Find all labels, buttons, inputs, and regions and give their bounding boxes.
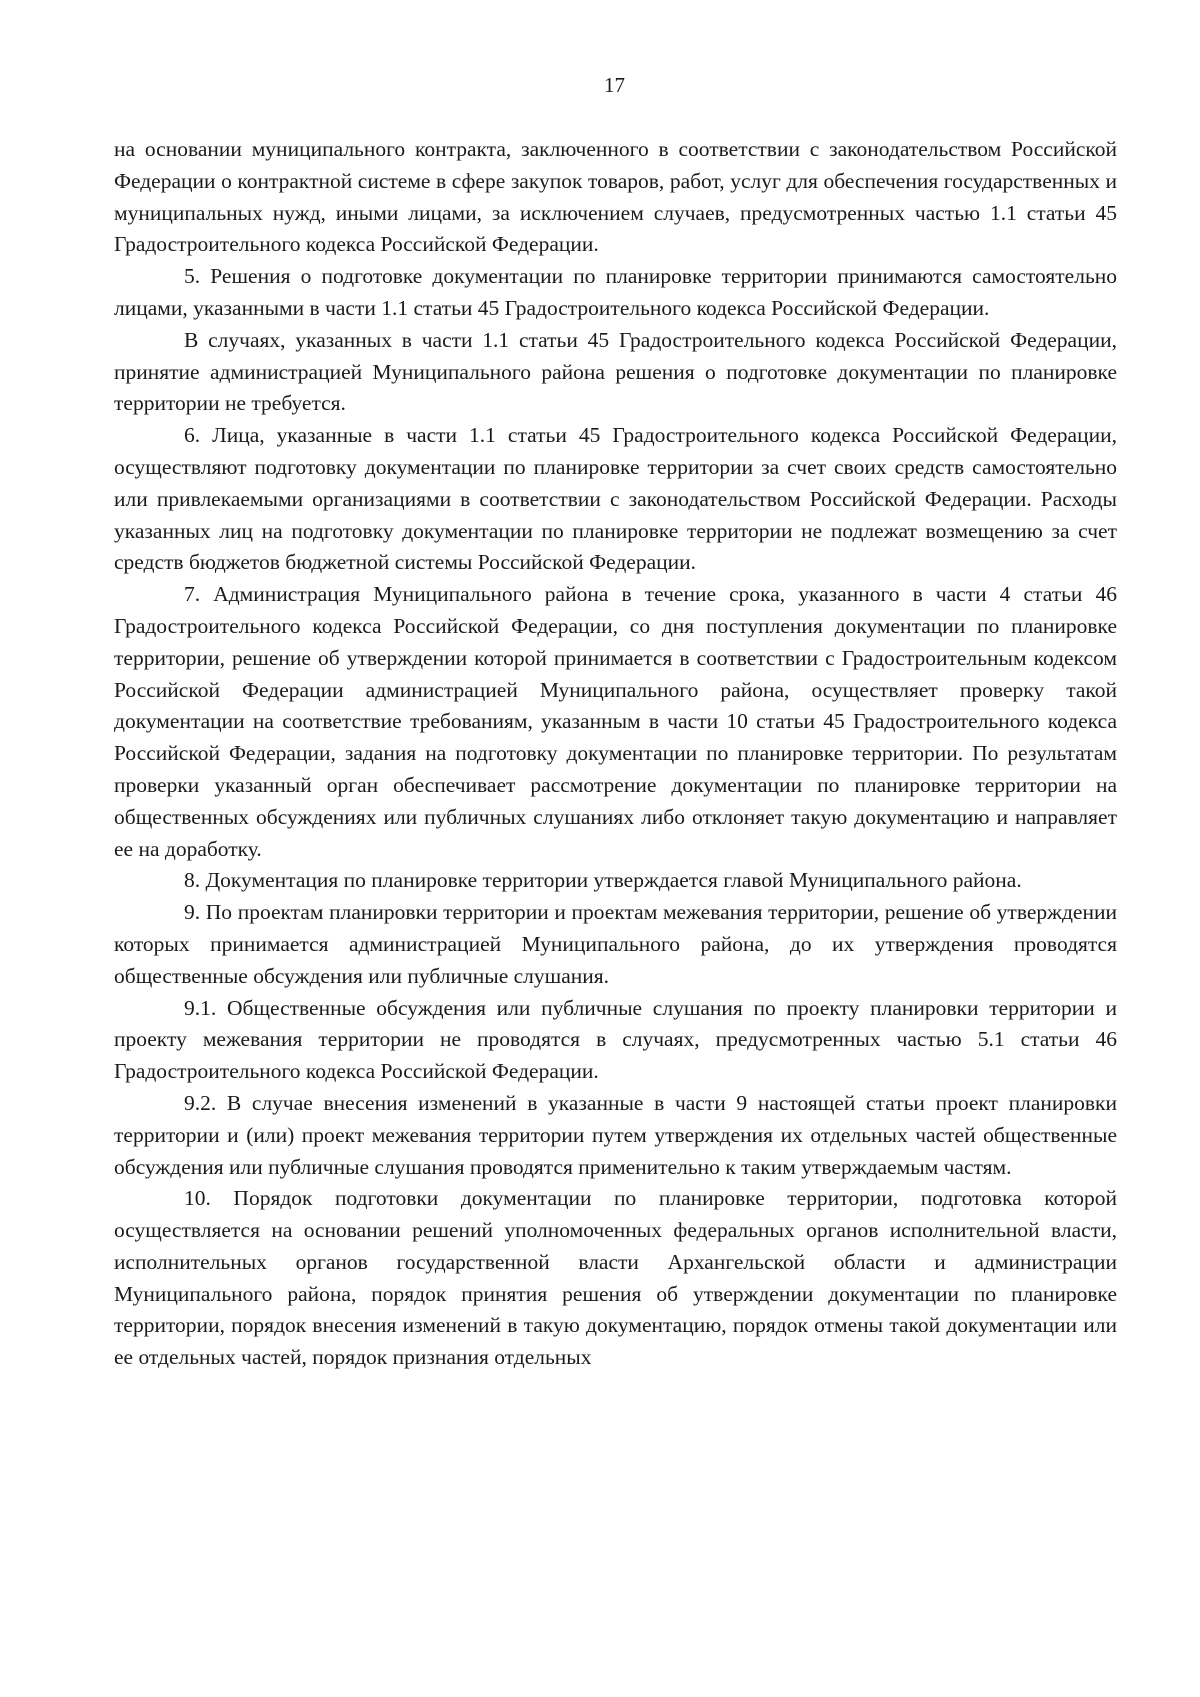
paragraph-item-9-2: 9.2. В случае внесения изменений в указанные в части 9 настоящей статьи проект планировки территории и (или) проект межевания территории путем утверждения их отдельных частей общественные обсуждения или публичные слушания проводятся применительно к таким утверждаемым частям. xyxy=(114,1090,1117,1179)
page-number: 17 xyxy=(604,73,625,97)
paragraph-item-5: 5. Решения о подготовке документации по планировке территории принимаются самостоятельно лицами, указанными в части 1.1 статьи 45 Градостроительного кодекса Российской Федерации. xyxy=(114,264,1117,320)
paragraph-item-10: 10. Порядок подготовки документации по планировке территории, подготовка которой осуществляется на основании решений уполномоченных федеральных органов исполнительной власти, исполнительных органов государственной власти Архангельской области и администрации Муниципального района, порядок принятия решения об утверждении документации по планировке территории, порядок внесения изменений в такую документацию, порядок отмены такой документации или ее отдельных частей, порядок признания отдельных xyxy=(114,1186,1117,1370)
document-body xyxy=(114,134,1117,1374)
paragraph-item-6: 6. Лица, указанные в части 1.1 статьи 45 Градостроительного кодекса Российской Федерации, осуществляют подготовку документации по планировке территории за счет своих средств самостоятельно или привлекаемыми организациями в соответствии с законодательством Российской Федерации. Расходы указанных лиц на подготовку документации по планировке территории не подлежат возмещению за счет средств бюджетов бюджетной системы Российской Федерации. xyxy=(114,423,1117,575)
paragraph-item-9: 9. По проектам планировки территории и проектам межевания территории, решение об утверждении которых принимается администрацией Муниципального района, до их утверждения проводятся общественные обсуждения или публичные слушания. xyxy=(114,900,1117,988)
paragraph-continuation: на основании муниципального контракта, заключенного в соответствии с законодательством Российской Федерации о контрактной системе в сфере закупок товаров, работ, услуг для обеспечения государственных и муниципальных нужд, иными лицами, за исключением случаев, предусмотренных частью 1.1 статьи 45 Градостроительного кодекса Российской Федерации. xyxy=(114,137,1117,257)
paragraph-item-9-1: 9.1. Общественные обсуждения или публичные слушания по проекту планировки территории и проекту межевания территории не проводятся в случаях, предусмотренных частью 5.1 статьи 46 Градостроительного кодекса Российской Федерации. xyxy=(114,995,1117,1084)
paragraph-item-8: 8. Документация по планировке территории утверждается главой Муниципального района. xyxy=(184,868,1022,893)
paragraph-item-7: 7. Администрация Муниципального района в течение срока, указанного в части 4 статьи 46 Градостроительного кодекса Российской Федерации, со дня поступления документации по планировке территории, решение об утверждении которой принимается в соответствии с Градостроительным кодексом Российской Федерации администрацией Муниципального района, осуществляет проверку такой документации на соответствие требованиям, указанным в части 10 статьи 45 Градостроительного кодекса Российской Федерации, задания на подготовку документации по планировке территории. По результатам проверки указанный орган обеспечивает рассмотрение документации по планировке территории на общественных обсуждениях или публичных слушаниях либо отклоняет такую документацию и направляет ее на доработку. xyxy=(114,582,1117,861)
paragraph-item-5-cases: В случаях, указанных в части 1.1 статьи 45 Градостроительного кодекса Российской Федерации, принятие администрацией Муниципального района решения о подготовке документации по планировке территории не требуется. xyxy=(114,327,1117,416)
